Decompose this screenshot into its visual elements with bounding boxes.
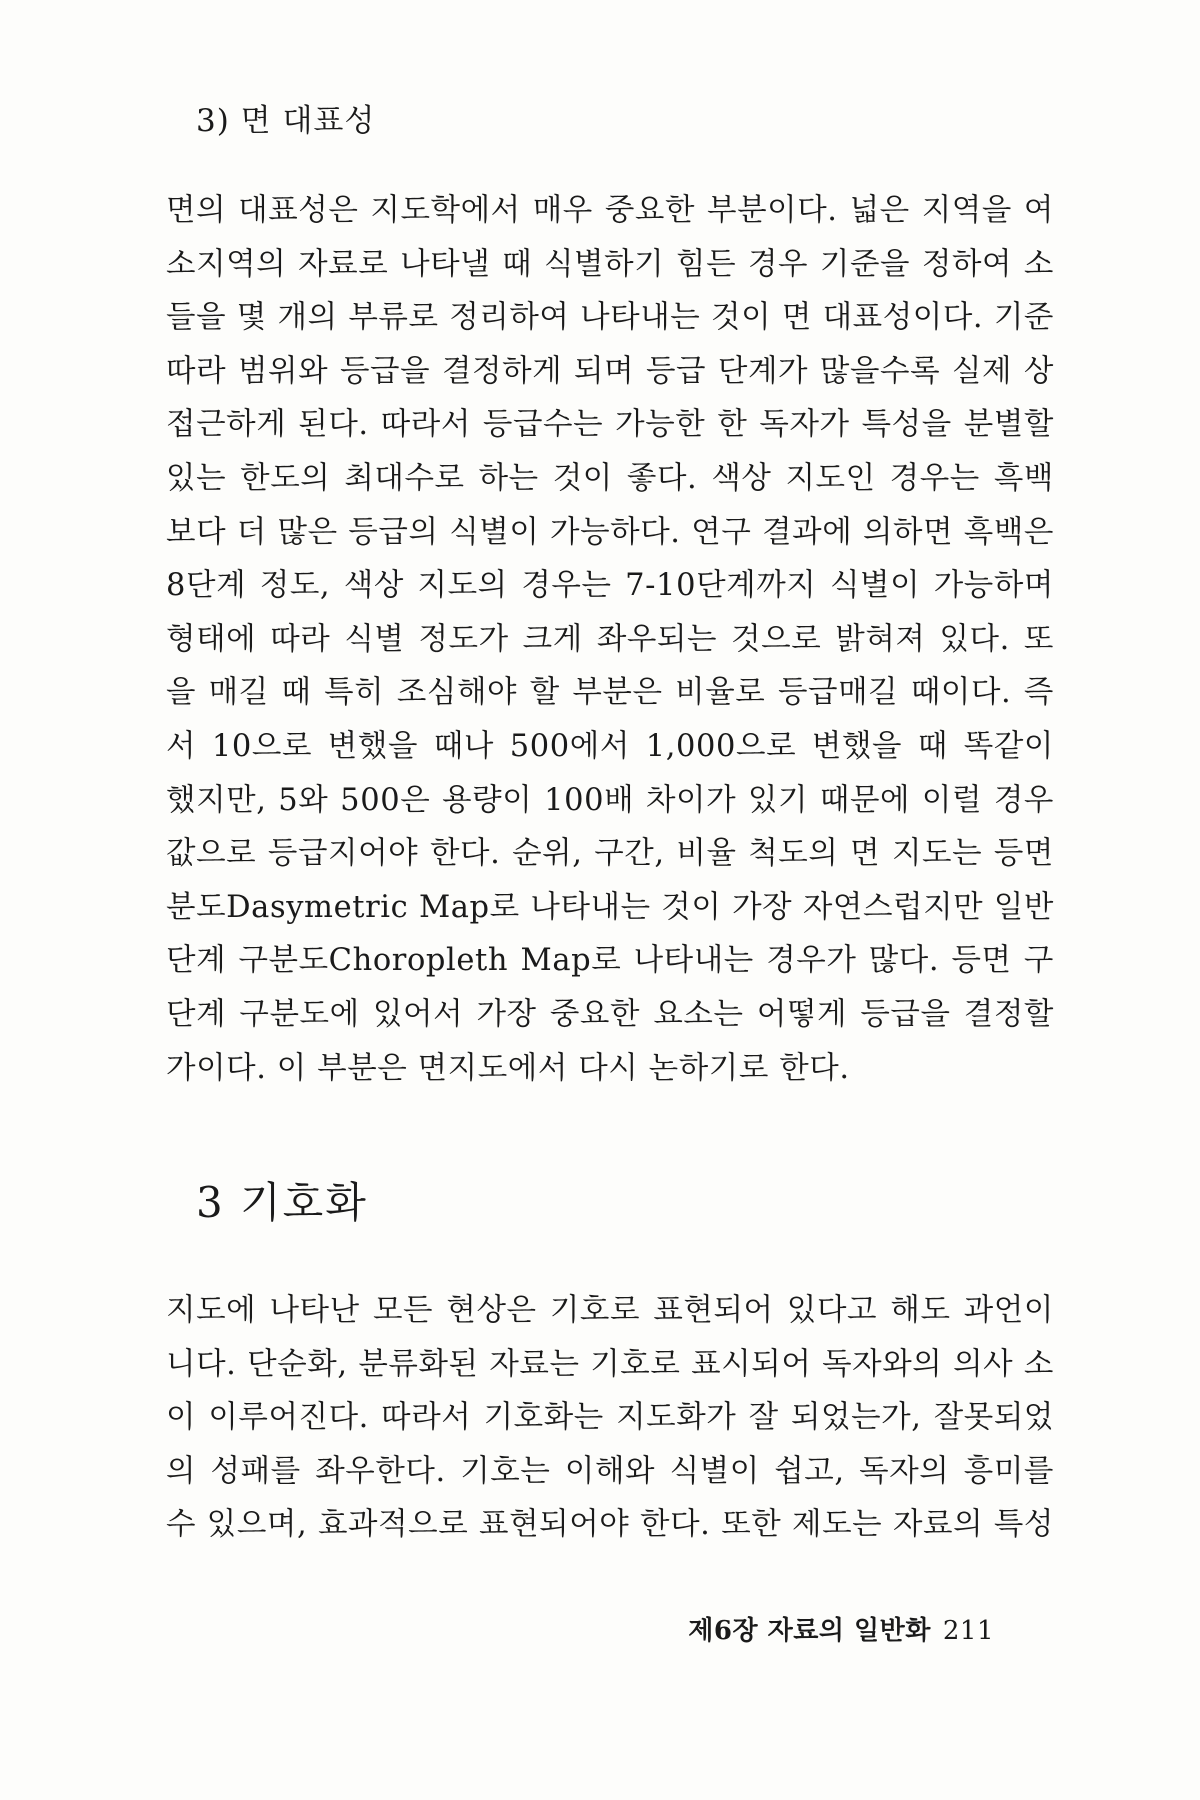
paragraph-line: 지도에 나타난 모든 현상은 기호로 표현되어 있다고 해도 과언이 xyxy=(166,1293,1054,1328)
paragraph-line: 형태에 따라 식별 정도가 크게 좌우되는 것으로 밝혀져 있다. 또 xyxy=(166,621,1054,657)
chapter-title: 제6장 자료의 일반화 xyxy=(688,1616,931,1646)
paragraph-line: 이 이루어진다. 따라서 기호화는 지도화가 잘 되었는가, 잘못되었 xyxy=(166,1400,1054,1436)
paragraph-line: 수 있으며, 효과적으로 표현되어야 한다. 또한 제도는 자료의 특성 xyxy=(166,1507,1054,1543)
paragraph-area-representation xyxy=(166,184,1054,1095)
paragraph-line: 있는 한도의 최대수로 하는 것이 좋다. 색상 지도인 경우는 흑백 xyxy=(166,460,1054,496)
paragraph-line: 가이다. 이 부분은 면지도에서 다시 논하기로 한다. xyxy=(166,1050,850,1086)
paragraph-line: 보다 더 많은 등급의 식별이 가능하다. 연구 결과에 의하면 흑백은 xyxy=(166,514,1054,550)
paragraph-line: 서 10으로 변했을 때나 500에서 1,000으로 변했을 때 똑같이 xyxy=(166,728,1054,764)
paragraph-line: 분도Dasymetric Map로 나타내는 것이 가장 자연스럽지만 일반 xyxy=(166,889,1054,925)
subsection-heading: 3) 면 대표성 xyxy=(196,103,376,139)
paragraph-line: 면의 대표성은 지도학에서 매우 중요한 부분이다. 넓은 지역을 여 xyxy=(166,193,1054,228)
paragraph-line: 의 성패를 좌우한다. 기호는 이해와 식별이 쉽고, 독자의 흥미를 xyxy=(166,1453,1054,1489)
paragraph-line: 단계 구분도Choropleth Map로 나타내는 경우가 많다. 등면 구 xyxy=(166,943,1054,979)
running-footer xyxy=(688,1610,994,1647)
paragraph-line: 8단계 정도, 색상 지도의 경우는 7-10단계까지 식별이 가능하며 xyxy=(166,568,1054,604)
paragraph-line: 들을 몇 개의 부류로 정리하여 나타내는 것이 면 대표성이다. 기준 xyxy=(166,300,1054,336)
paragraph-line: 했지만, 5와 500은 용량이 100배 차이가 있기 때문에 이럴 경우 xyxy=(166,782,1054,818)
paragraph-line: 단계 구분도에 있어서 가장 중요한 요소는 어떻게 등급을 결정할 xyxy=(166,996,1054,1032)
paragraph-line: 따라 범위와 등급을 결정하게 되며 등급 단계가 많을수록 실제 상 xyxy=(166,353,1054,389)
section-heading: 3 기호화 xyxy=(196,1178,368,1227)
paragraph-line: 니다. 단순화, 분류화된 자료는 기호로 표시되어 독자와의 의사 소 xyxy=(166,1346,1054,1382)
paragraph-line: 값으로 등급지어야 한다. 순위, 구간, 비율 척도의 면 지도는 등면 xyxy=(166,836,1054,872)
paragraph-line: 을 매길 때 특히 조심해야 할 부분은 비율로 등급매길 때이다. 즉 xyxy=(166,675,1054,711)
paragraph-line: 소지역의 자료로 나타낼 때 식별하기 힘든 경우 기준을 정하여 소 xyxy=(166,246,1054,282)
paragraph-symbolization xyxy=(166,1284,1054,1552)
page-number: 211 xyxy=(942,1616,994,1646)
paragraph-line: 접근하게 된다. 따라서 등급수는 가능한 한 독자가 특성을 분별할 xyxy=(166,407,1054,443)
